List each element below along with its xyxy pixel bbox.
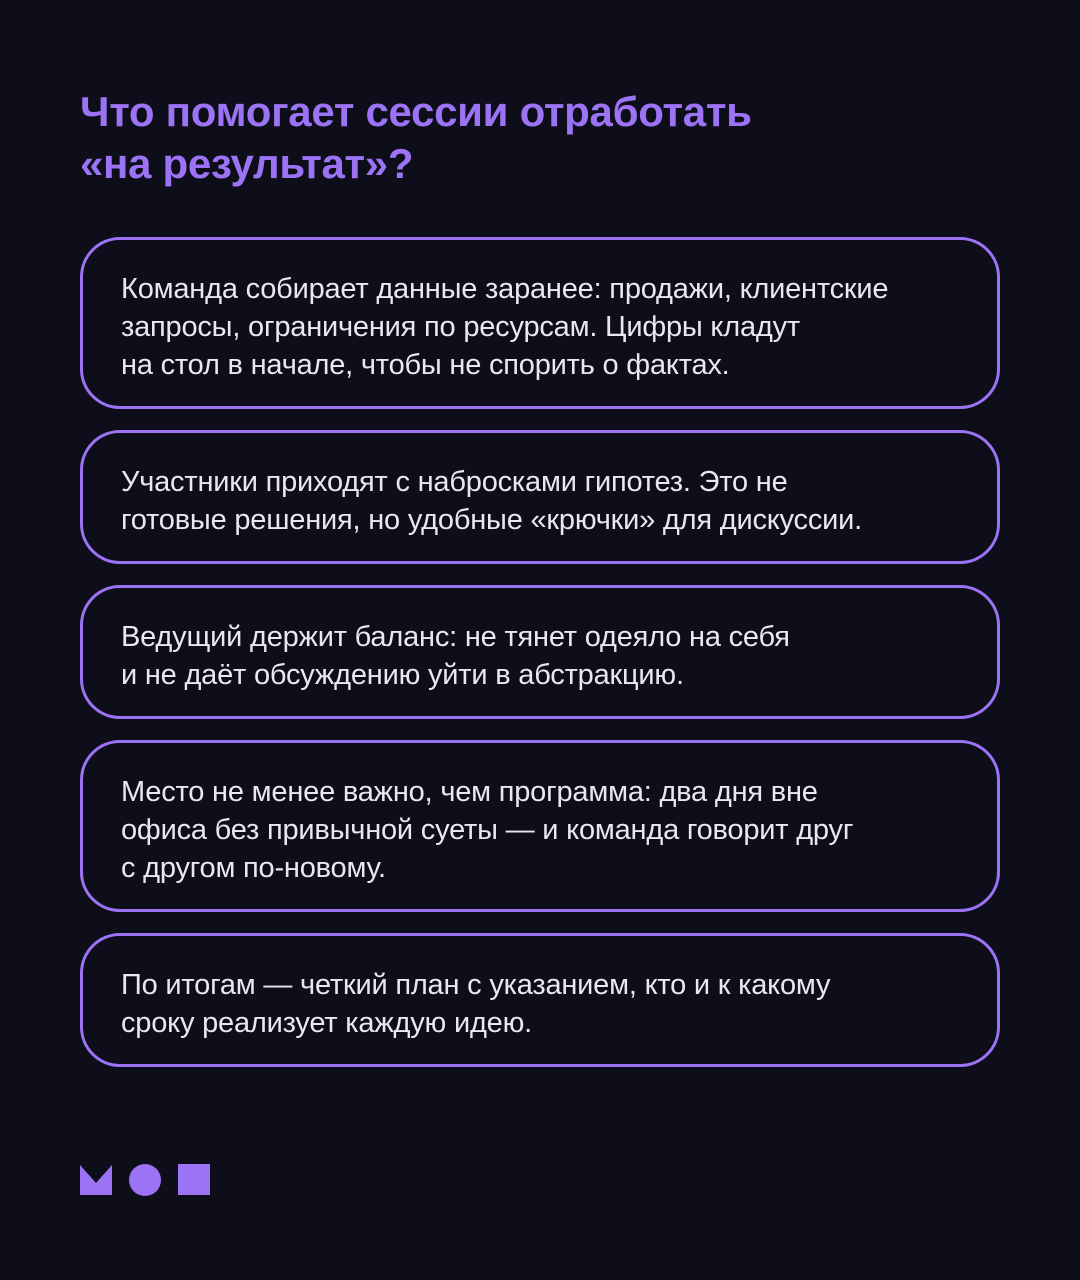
brand-logo [80,1163,212,1197]
title-line: Что помогает сессии отработать [80,88,752,135]
tip-text-line: Участники приходят с набросками гипотез. Это не [121,466,788,498]
square-icon [178,1164,210,1195]
tip-text-line: офиса без привычной суеты — и команда говорит друг [121,814,854,846]
tip-card-venue [80,740,1000,912]
tip-text-line: Команда собирает данные заранее: продажи, клиентские [121,273,889,305]
tip-card-plan [80,933,1000,1067]
page-title [80,86,1000,190]
tip-text-line: на стол в начале, чтобы не спорить о фактах. [121,349,730,381]
tip-text-line: сроку реализует каждую идею. [121,1007,533,1039]
tip-text-line: запросы, ограничения по ресурсам. Цифры кладут [121,311,800,343]
tip-card-data [80,237,1000,409]
title-line: «на результат»? [80,140,414,187]
tip-text-line: и не даёт обсуждению уйти в абстракцию. [121,659,684,691]
tip-card-facilitator [80,585,1000,719]
tip-card-hypotheses [80,430,1000,564]
tips-list [80,237,1000,1088]
tip-text-line: Место не менее важно, чем программа: два дня вне [121,776,818,808]
tip-text-line: По итогам — четкий план с указанием, кто и к какому [121,969,831,1001]
m-shape-icon [80,1165,112,1195]
tip-text-line: с другом по-новому. [121,852,386,884]
tip-text-line: Ведущий держит баланс: не тянет одеяло на себя [121,621,790,653]
tip-text-line: готовые решения, но удобные «крючки» для дискуссии. [121,504,862,536]
circle-icon [129,1164,161,1196]
